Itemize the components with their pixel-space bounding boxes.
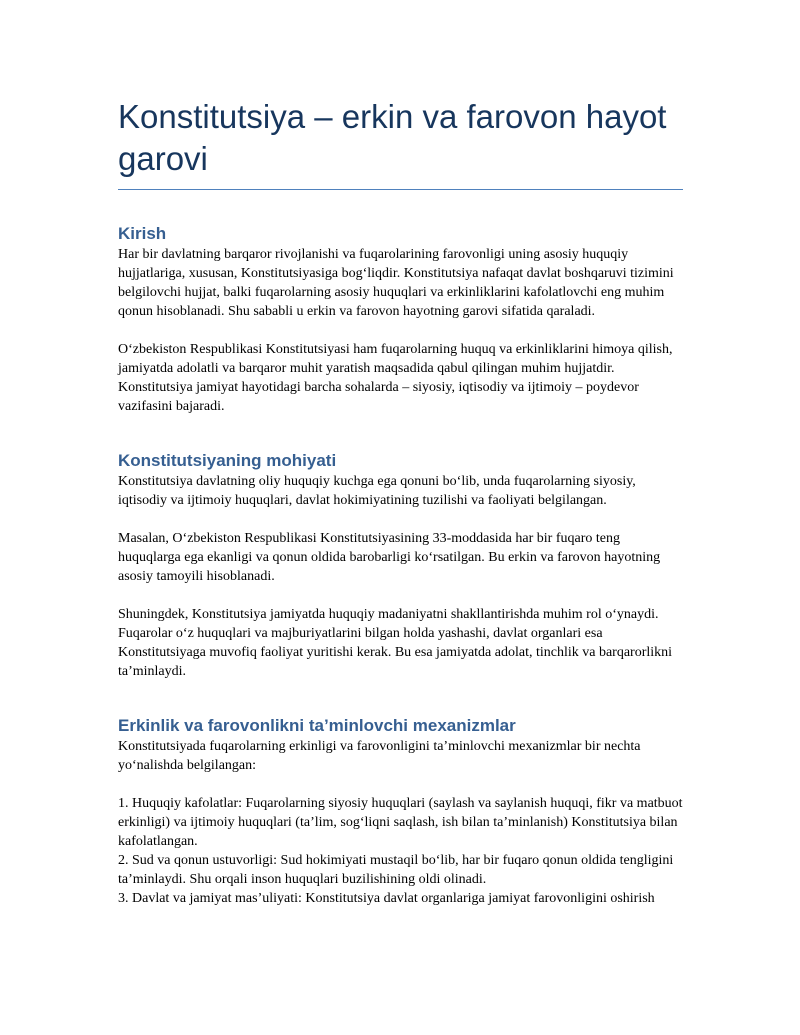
paragraph: Konstitutsiya davlatning oliy huquqiy kuchga ega qonuni bo‘lib, unda fuqarolarning siyosiy, iqtisodiy va ijtimoiy huquqlari, davlat hokimiyatining tuzilishi va faoliyati belgilangan.	[118, 474, 636, 508]
paragraph: Shuningdek, Konstitutsiya jamiyatda huquqiy madaniyatni shakllantirishda muhim rol o‘ynaydi. Fuqarolar o‘z huquqlari va majburiyatlarini bilgan holda yashashi, davlat organlari esa Konstitutsiyaga muvofiq faoliyat yuritishi kerak. Bu esa jamiyatda adolat, tinchlik va barqarorlikni ta’minlaydi.	[118, 607, 673, 679]
paragraph-spacer	[118, 586, 683, 605]
section-intro	[118, 223, 683, 416]
list-item: 1. Huquqiy kafolatlar: Fuqarolarning siyosiy huquqlari (saylash va saylanish huquqi, fikr va matbuot erkinligi) va ijtimoiy huquqlari (ta’lim, sog‘liqni saqlash, ish bilan ta’minlanish) Konstitutsiya bilan kafolatlangan.	[118, 796, 683, 849]
list-item: 2. Sud va qonun ustuvorligi: Sud hokimiyati mustaqil bo‘lib, har bir fuqaro qonun oldida tengligini ta’minlaydi. Shu orqali inson huquqlari buzilishining oldi olinadi.	[118, 853, 674, 887]
paragraph: Har bir davlatning barqaror rivojlanishi va fuqarolarining farovonligi uning asosiy huquqiy hujjatlariga, xususan, Konstitutsiyasiga bog‘liqdir. Konstitutsiya nafaqat davlat boshqaruvi tizimini belgilovchi hujjat, balki fuqarolarning asosiy huquqlari va erkinliklarini kafolatlovchi eng muhim qonun hisoblanadi. Shu sababli u erkin va farovon hayotning garovi sifatida qaraladi.	[118, 247, 674, 319]
section-heading: Erkinlik va farovonlikni ta’minlovchi mexanizmlar	[118, 716, 516, 735]
paragraph: O‘zbekiston Respublikasi Konstitutsiyasi ham fuqarolarning huquq va erkinliklarini himoya qilish, jamiyatda adolatli va barqaror muhit yaratish maqsadida qabul qilingan muhim hujjatdir. Konstitutsiya jamiyat hayotidagi barcha sohalarda – siyosiy, iqtisodiy va ijtimoiy – poydevor vazifasini bajaradi.	[118, 342, 673, 414]
section-heading: Kirish	[118, 224, 167, 243]
paragraph-spacer	[118, 321, 683, 340]
paragraph-spacer	[118, 775, 683, 794]
document-title: Konstitutsiya – erkin va farovon hayot garovi	[118, 96, 683, 190]
paragraph-spacer	[118, 510, 683, 529]
section-essence	[118, 450, 683, 681]
document-page	[118, 96, 683, 908]
paragraph: Konstitutsiyada fuqarolarning erkinligi va farovonligini ta’minlovchi mexanizmlar bir nechta yo‘nalishda belgilangan:	[118, 739, 641, 773]
section-mechanisms	[118, 715, 683, 908]
section-heading: Konstitutsiyaning mohiyati	[118, 451, 337, 470]
list-item: 3. Davlat va jamiyat mas’uliyati: Konstitutsiya davlat organlariga jamiyat farovonligini oshirish	[118, 891, 655, 906]
paragraph: Masalan, O‘zbekiston Respublikasi Konstitutsiyasining 33-moddasida har bir fuqaro teng huquqlarga ega ekanligi va qonun oldida barobarligi ko‘rsatilgan. Bu erkin va farovon hayotning asosiy tamoyili hisoblanadi.	[118, 531, 661, 584]
